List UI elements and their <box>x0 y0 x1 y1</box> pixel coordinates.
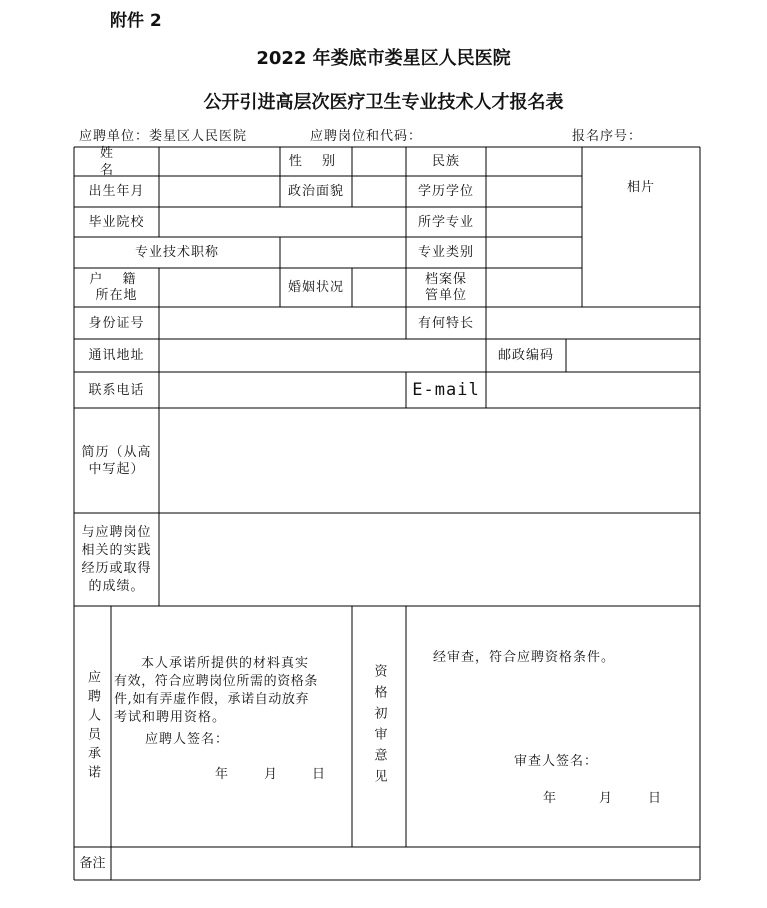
label-experience-line2: 相关的实践 <box>81 542 152 558</box>
label-specialty: 有何特长 <box>417 315 474 331</box>
pledge-year: 年 <box>215 767 230 782</box>
review-sign-label: 审查人签名： <box>514 754 599 769</box>
pledge-day: 日 <box>312 767 327 782</box>
label-name: 姓 名 <box>99 145 133 178</box>
label-resume-line1: 简历（从高 <box>81 444 152 460</box>
political-field[interactable] <box>352 176 406 207</box>
pledge-line2: 有效，符合应聘岗位所需的资格条 <box>114 674 319 689</box>
label-ethnicity: 民族 <box>431 154 460 169</box>
label-gender: 性 别 <box>288 154 344 169</box>
position-label: 应聘岗位和代码： <box>310 129 423 144</box>
pledge-sign-label: 应聘人签名： <box>145 732 230 747</box>
label-political: 政治面貌 <box>287 184 344 199</box>
experience-field[interactable] <box>159 513 700 606</box>
label-category: 专业类别 <box>417 245 474 260</box>
label-review-cell <box>352 606 406 847</box>
address-field[interactable] <box>159 339 486 372</box>
label-education: 学历学位 <box>417 184 474 199</box>
label-resume-line2: 中写起） <box>88 461 145 477</box>
review-text: 经审查，符合应聘资格条件。 <box>433 650 616 665</box>
label-experience-line1: 与应聘岗位 <box>81 524 152 540</box>
name-field[interactable] <box>159 147 280 176</box>
label-experience-line4: 的成绩。 <box>88 578 145 594</box>
title-field[interactable] <box>280 237 406 268</box>
label-pledge: 应聘人员承诺 <box>85 669 100 784</box>
label-experience-line3: 经历或取得 <box>81 560 152 576</box>
review-day: 日 <box>648 791 663 806</box>
label-archive <box>406 268 486 307</box>
label-marital: 婚姻状况 <box>287 280 344 295</box>
label-archive-line1: 档案保 <box>424 271 467 287</box>
label-hukou-line1: 户 籍 <box>89 271 144 287</box>
postcode-field[interactable] <box>566 339 700 372</box>
photo-box[interactable] <box>582 147 700 307</box>
hukou-field[interactable] <box>159 268 280 307</box>
pledge-month: 月 <box>264 767 279 782</box>
birth-field[interactable] <box>159 176 280 207</box>
email-field[interactable] <box>486 372 700 408</box>
form-title-line1: 2022 年娄底市娄星区人民医院 <box>256 48 511 69</box>
review-month: 月 <box>599 791 614 806</box>
label-phone: 联系电话 <box>88 382 145 398</box>
gender-field[interactable] <box>352 147 406 176</box>
pledge-line4: 考试和聘用资格。 <box>114 710 227 725</box>
label-title: 专业技术职称 <box>134 245 219 260</box>
label-hukou-line2: 所在地 <box>95 287 138 303</box>
label-id-card: 身份证号 <box>88 315 145 331</box>
label-school: 毕业院校 <box>88 214 145 230</box>
category-field[interactable] <box>486 237 582 268</box>
id-card-field[interactable] <box>159 307 406 339</box>
form-title-line2: 公开引进高层次医疗卫生专业技术人才报名表 <box>203 92 564 113</box>
marital-field[interactable] <box>352 268 406 307</box>
label-address: 通讯地址 <box>88 348 145 363</box>
photo-label: 相片 <box>626 179 655 195</box>
specialty-field[interactable] <box>486 307 700 339</box>
pledge-line1: 本人承诺所提供的材料真实 <box>141 656 310 671</box>
label-pledge-cell <box>74 606 111 847</box>
label-resume <box>74 408 159 513</box>
label-birth: 出生年月 <box>88 184 145 199</box>
unit-label: 应聘单位：娄星区人民医院 <box>79 129 248 144</box>
label-remarks: 备注 <box>79 856 106 871</box>
archive-field[interactable] <box>486 268 582 307</box>
label-email: E-mail <box>412 379 480 400</box>
serial-label: 报名序号： <box>572 129 643 144</box>
label-review: 资格初审意见 <box>371 663 387 790</box>
remarks-field[interactable] <box>111 847 700 880</box>
education-field[interactable] <box>486 176 582 207</box>
label-experience <box>74 513 159 606</box>
resume-field[interactable] <box>159 408 700 513</box>
review-year: 年 <box>543 791 558 806</box>
label-postcode: 邮政编码 <box>497 348 554 363</box>
ethnicity-field[interactable] <box>486 147 582 176</box>
attachment-label: 附件 2 <box>110 11 162 31</box>
phone-field[interactable] <box>159 372 406 408</box>
pledge-line3: 件,如有弄虚作假，承诺自动放弃 <box>114 692 310 707</box>
label-archive-line2: 管单位 <box>424 287 467 303</box>
label-major: 所学专业 <box>417 214 474 230</box>
label-hukou <box>74 268 159 307</box>
school-field[interactable] <box>159 207 406 237</box>
major-field[interactable] <box>486 207 582 237</box>
